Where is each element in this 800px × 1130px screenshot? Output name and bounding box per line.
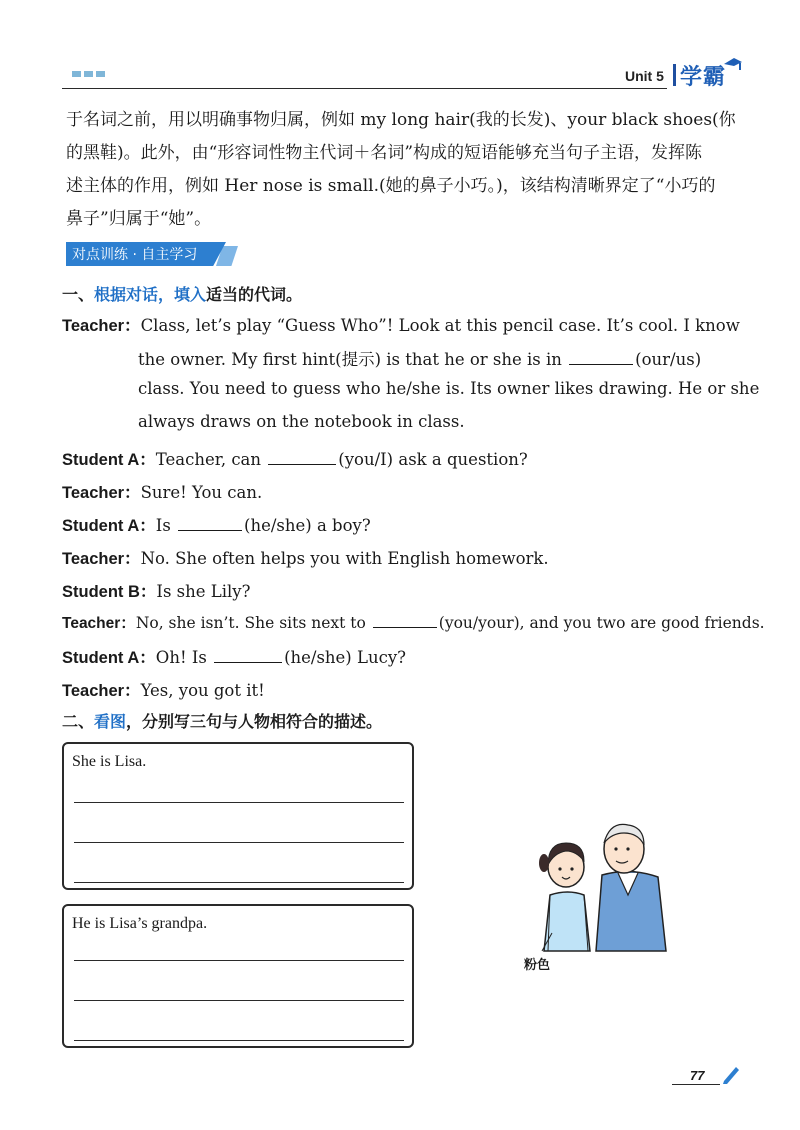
dialogue-line-4 (62, 512, 371, 536)
speaker-label: Student A： (62, 451, 156, 469)
intro-paragraph (66, 104, 746, 236)
dialogue-text: Is she Lily? (156, 582, 251, 601)
exercise-1-title-rest: 适当的代词。 (206, 285, 303, 304)
writing-box-start-text: He is Lisa’s grandpa. (72, 915, 208, 932)
dialogue-text: Sure! You can. (140, 483, 263, 502)
exercise-2-title (62, 709, 382, 732)
speaker-label: Student A： (62, 649, 156, 667)
exercise-2-title-rest: ，分别写三句与人物相符合的描述。 (126, 712, 383, 731)
dialogue-line-8 (62, 644, 406, 668)
dialogue-line-1b (138, 346, 701, 370)
intro-line-1: 于名词之前，用以明确事物归属，例如 my long hair(我的长发)、your black shoes(你 (66, 110, 736, 130)
header-bar (673, 64, 676, 86)
dialogue-line-1d: always draws on the notebook in class. (138, 412, 465, 431)
writing-line[interactable] (74, 842, 404, 843)
speaker-label: Teacher： (62, 484, 141, 502)
answer-blank-2[interactable] (268, 450, 336, 465)
lisa-and-grandpa-illustration (520, 815, 670, 955)
header-dots (72, 71, 105, 77)
intro-line-2: 的黑鞋)。此外，由“形容词性物主代词＋名词”构成的短语能够充当句子主语，发挥陈 (66, 143, 703, 163)
exercise-1-title-highlight: 根据对话，填入 (94, 285, 207, 304)
dialogue-text: Is (155, 516, 171, 535)
speaker-label: Teacher： (62, 615, 136, 632)
speaker-label: Student A： (62, 517, 156, 535)
intro-line-3: 述主体的作用，例如 Her nose is small.(她的鼻子小巧。)，该结构清晰界定了“小巧的 (66, 176, 716, 196)
dialogue-text: (he/she) Lucy? (284, 648, 406, 667)
dialogue-text: No. She often helps you with English homework. (140, 549, 549, 568)
answer-blank-1[interactable] (569, 350, 633, 365)
writing-line[interactable] (74, 960, 404, 961)
speaker-label: Student B： (62, 583, 157, 601)
dialogue-line-6 (62, 578, 250, 602)
page-number: 77 (690, 1068, 705, 1083)
dialogue-text: (you/your), and you two are good friends. (438, 614, 765, 632)
dialogue-line-7 (62, 611, 765, 633)
exercise-1-title (62, 282, 302, 305)
section-badge-text: 对点训练 · 自主学习 (72, 247, 198, 263)
exercise-1-number: 一、 (62, 285, 95, 304)
dialogue-line-9 (62, 677, 265, 701)
exercise-2-title-highlight: 看图 (94, 712, 127, 731)
exercise-2-number: 二、 (62, 712, 95, 731)
writing-box-start-text: She is Lisa. (72, 753, 147, 770)
page-number-rule (672, 1084, 720, 1085)
writing-box-lisa[interactable] (62, 742, 414, 890)
dialogue-text: No, she isn’t. She sits next to (135, 614, 366, 632)
pencil-icon (720, 1063, 742, 1085)
dialogue-hint: (our/us) (635, 350, 702, 369)
dialogue-text: Class, let’s play “Guess Who”! Look at this pencil case. It’s cool. I know (140, 316, 740, 335)
dialogue-text: the owner. My first hint(提示) is that he or she is in (138, 350, 562, 369)
speaker-label: Teacher： (62, 317, 141, 335)
speaker-label: Teacher： (62, 682, 141, 700)
dialogue-line-1c: class. You need to guess who he/she is. Its owner likes drawing. He or she (138, 379, 760, 398)
dialogue-text: Teacher, can (155, 450, 262, 469)
writing-line[interactable] (74, 882, 404, 883)
answer-blank-3[interactable] (178, 516, 242, 531)
dialogue-line-2 (62, 446, 528, 470)
brand-cap-icon (722, 56, 744, 72)
speaker-label: Teacher： (62, 550, 141, 568)
writing-line[interactable] (74, 1040, 404, 1041)
dialogue-text: (he/she) a boy? (244, 516, 371, 535)
intro-line-4: 鼻子”归属于“她”。 (66, 209, 212, 229)
dialogue-line-3 (62, 479, 262, 503)
dialogue-line-5 (62, 545, 549, 569)
pink-color-label: 粉色 (524, 958, 551, 973)
page-header (62, 56, 742, 90)
dialogue-text: Oh! Is (155, 648, 207, 667)
dialogue-text: Yes, you got it! (140, 681, 265, 700)
dialogue-text: (you/I) ask a question? (338, 450, 528, 469)
header-rule (62, 88, 667, 89)
answer-blank-5[interactable] (214, 648, 282, 663)
writing-line[interactable] (74, 802, 404, 803)
writing-box-grandpa[interactable] (62, 904, 414, 1048)
brand-logo: 学霸 (680, 65, 727, 90)
writing-line[interactable] (74, 1000, 404, 1001)
unit-label: Unit 5 (625, 68, 664, 84)
answer-blank-4[interactable] (373, 613, 437, 628)
dialogue-line-1 (62, 312, 740, 336)
